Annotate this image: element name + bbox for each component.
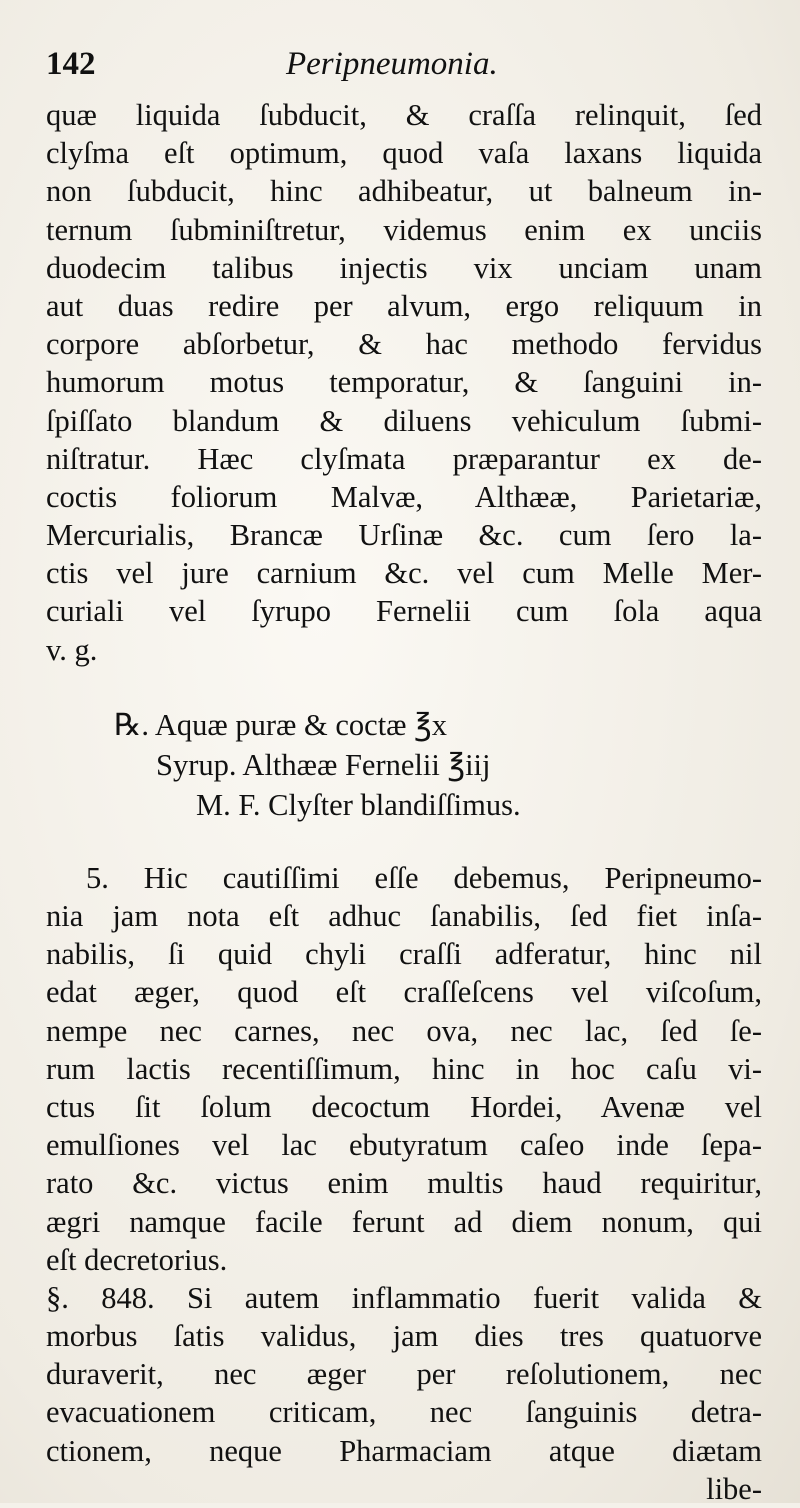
text-line: nempe nec carnes, nec ova, nec lac, ſed ſe- xyxy=(46,1013,762,1048)
text-line: ctionem, neque Pharmaciam atque diætam xyxy=(46,1433,762,1468)
text-line: rato &c. victus enim multis haud requiritur, xyxy=(46,1166,762,1201)
text-line: duraverit, nec æger per reſolutionem, nec xyxy=(46,1357,762,1392)
text-line: niſtratur. Hæc clyſmata præparantur ex de- xyxy=(46,441,762,476)
text-line: ctis vel jure carnium &c. vel cum Melle Mer- xyxy=(46,556,762,591)
text-line: ternum ſubminiſtretur, videmus enim ex unciis xyxy=(46,212,762,247)
text-line: Mercurialis, Brancæ Urſinæ &c. cum ſero la- xyxy=(46,518,762,553)
text-line: non ſubducit, hinc adhibeatur, ut balneum in- xyxy=(46,174,762,209)
text-line: clyſma eſt optimum, quod vaſa laxans liquida xyxy=(46,136,762,171)
paragraph-2 xyxy=(46,859,762,1279)
text-line: ſpiſſato blandum & diluens vehiculum ſubmi- xyxy=(46,403,762,438)
paragraph-3 xyxy=(46,1279,762,1508)
text-line: humorum motus temporatur, & ſanguini in- xyxy=(46,365,762,400)
prescription-line: ℞. Aquæ puræ & coctæ ℥x xyxy=(114,707,448,742)
running-title: Peripneumonia. xyxy=(286,46,498,82)
text-line: 5. Hic cautiſſimi eſſe debemus, Peripneumo- xyxy=(86,860,762,895)
text-line: nabilis, ſi quid chyli craſſi adferatur, hinc nil xyxy=(46,937,762,972)
text-line: morbus ſatis validus, jam dies tres quatuorve xyxy=(46,1319,762,1354)
text-line: quæ liquida ſubducit, & craſſa relinquit, ſed xyxy=(46,98,762,132)
text-line: edat æger, quod eſt craſſeſcens vel viſcoſum, xyxy=(46,975,762,1010)
text-line: v. g. xyxy=(46,632,98,667)
text-line: rum lactis recentiſſimum, hinc in hoc caſu vi- xyxy=(46,1051,762,1086)
text-line: coctis foliorum Malvæ, Althææ, Parietariæ, xyxy=(46,479,762,514)
text-line: ctus ſit ſolum decoctum Hordei, Avenæ vel xyxy=(46,1089,762,1124)
running-head xyxy=(46,40,762,96)
prescription xyxy=(46,705,762,825)
text-line: eſt decretorius. xyxy=(46,1242,228,1277)
text-line: aut duas redire per alvum, ergo reliquum in xyxy=(46,288,762,323)
text-line: emulſiones vel lac ebutyratum caſeo inde ſepa- xyxy=(46,1128,762,1163)
prescription-line: M. F. Clyſter blandiſſimus. xyxy=(196,787,521,822)
text-line: evacuationem criticam, nec ſanguinis detra- xyxy=(46,1395,762,1430)
prescription-line: Syrup. Althææ Fernelii ℥iij xyxy=(156,747,491,782)
paragraph-1 xyxy=(46,96,762,669)
page-number: 142 xyxy=(46,46,96,82)
text-line: corpore abſorbetur, & hac methodo fervidus xyxy=(46,327,762,362)
text-line: ægri namque facile ferunt ad diem nonum, qui xyxy=(46,1204,762,1239)
text-line: nia jam nota eſt adhuc ſanabilis, ſed fiet inſa- xyxy=(46,899,762,933)
catchword: libe- xyxy=(706,1471,762,1506)
text-line: curiali vel ſyrupo Fernelii cum ſola aqua xyxy=(46,594,762,629)
text-line: §. 848. Si autem inflammatio fuerit valida & xyxy=(46,1280,762,1315)
text-line: duodecim talibus injectis vix unciam unam xyxy=(46,250,762,285)
